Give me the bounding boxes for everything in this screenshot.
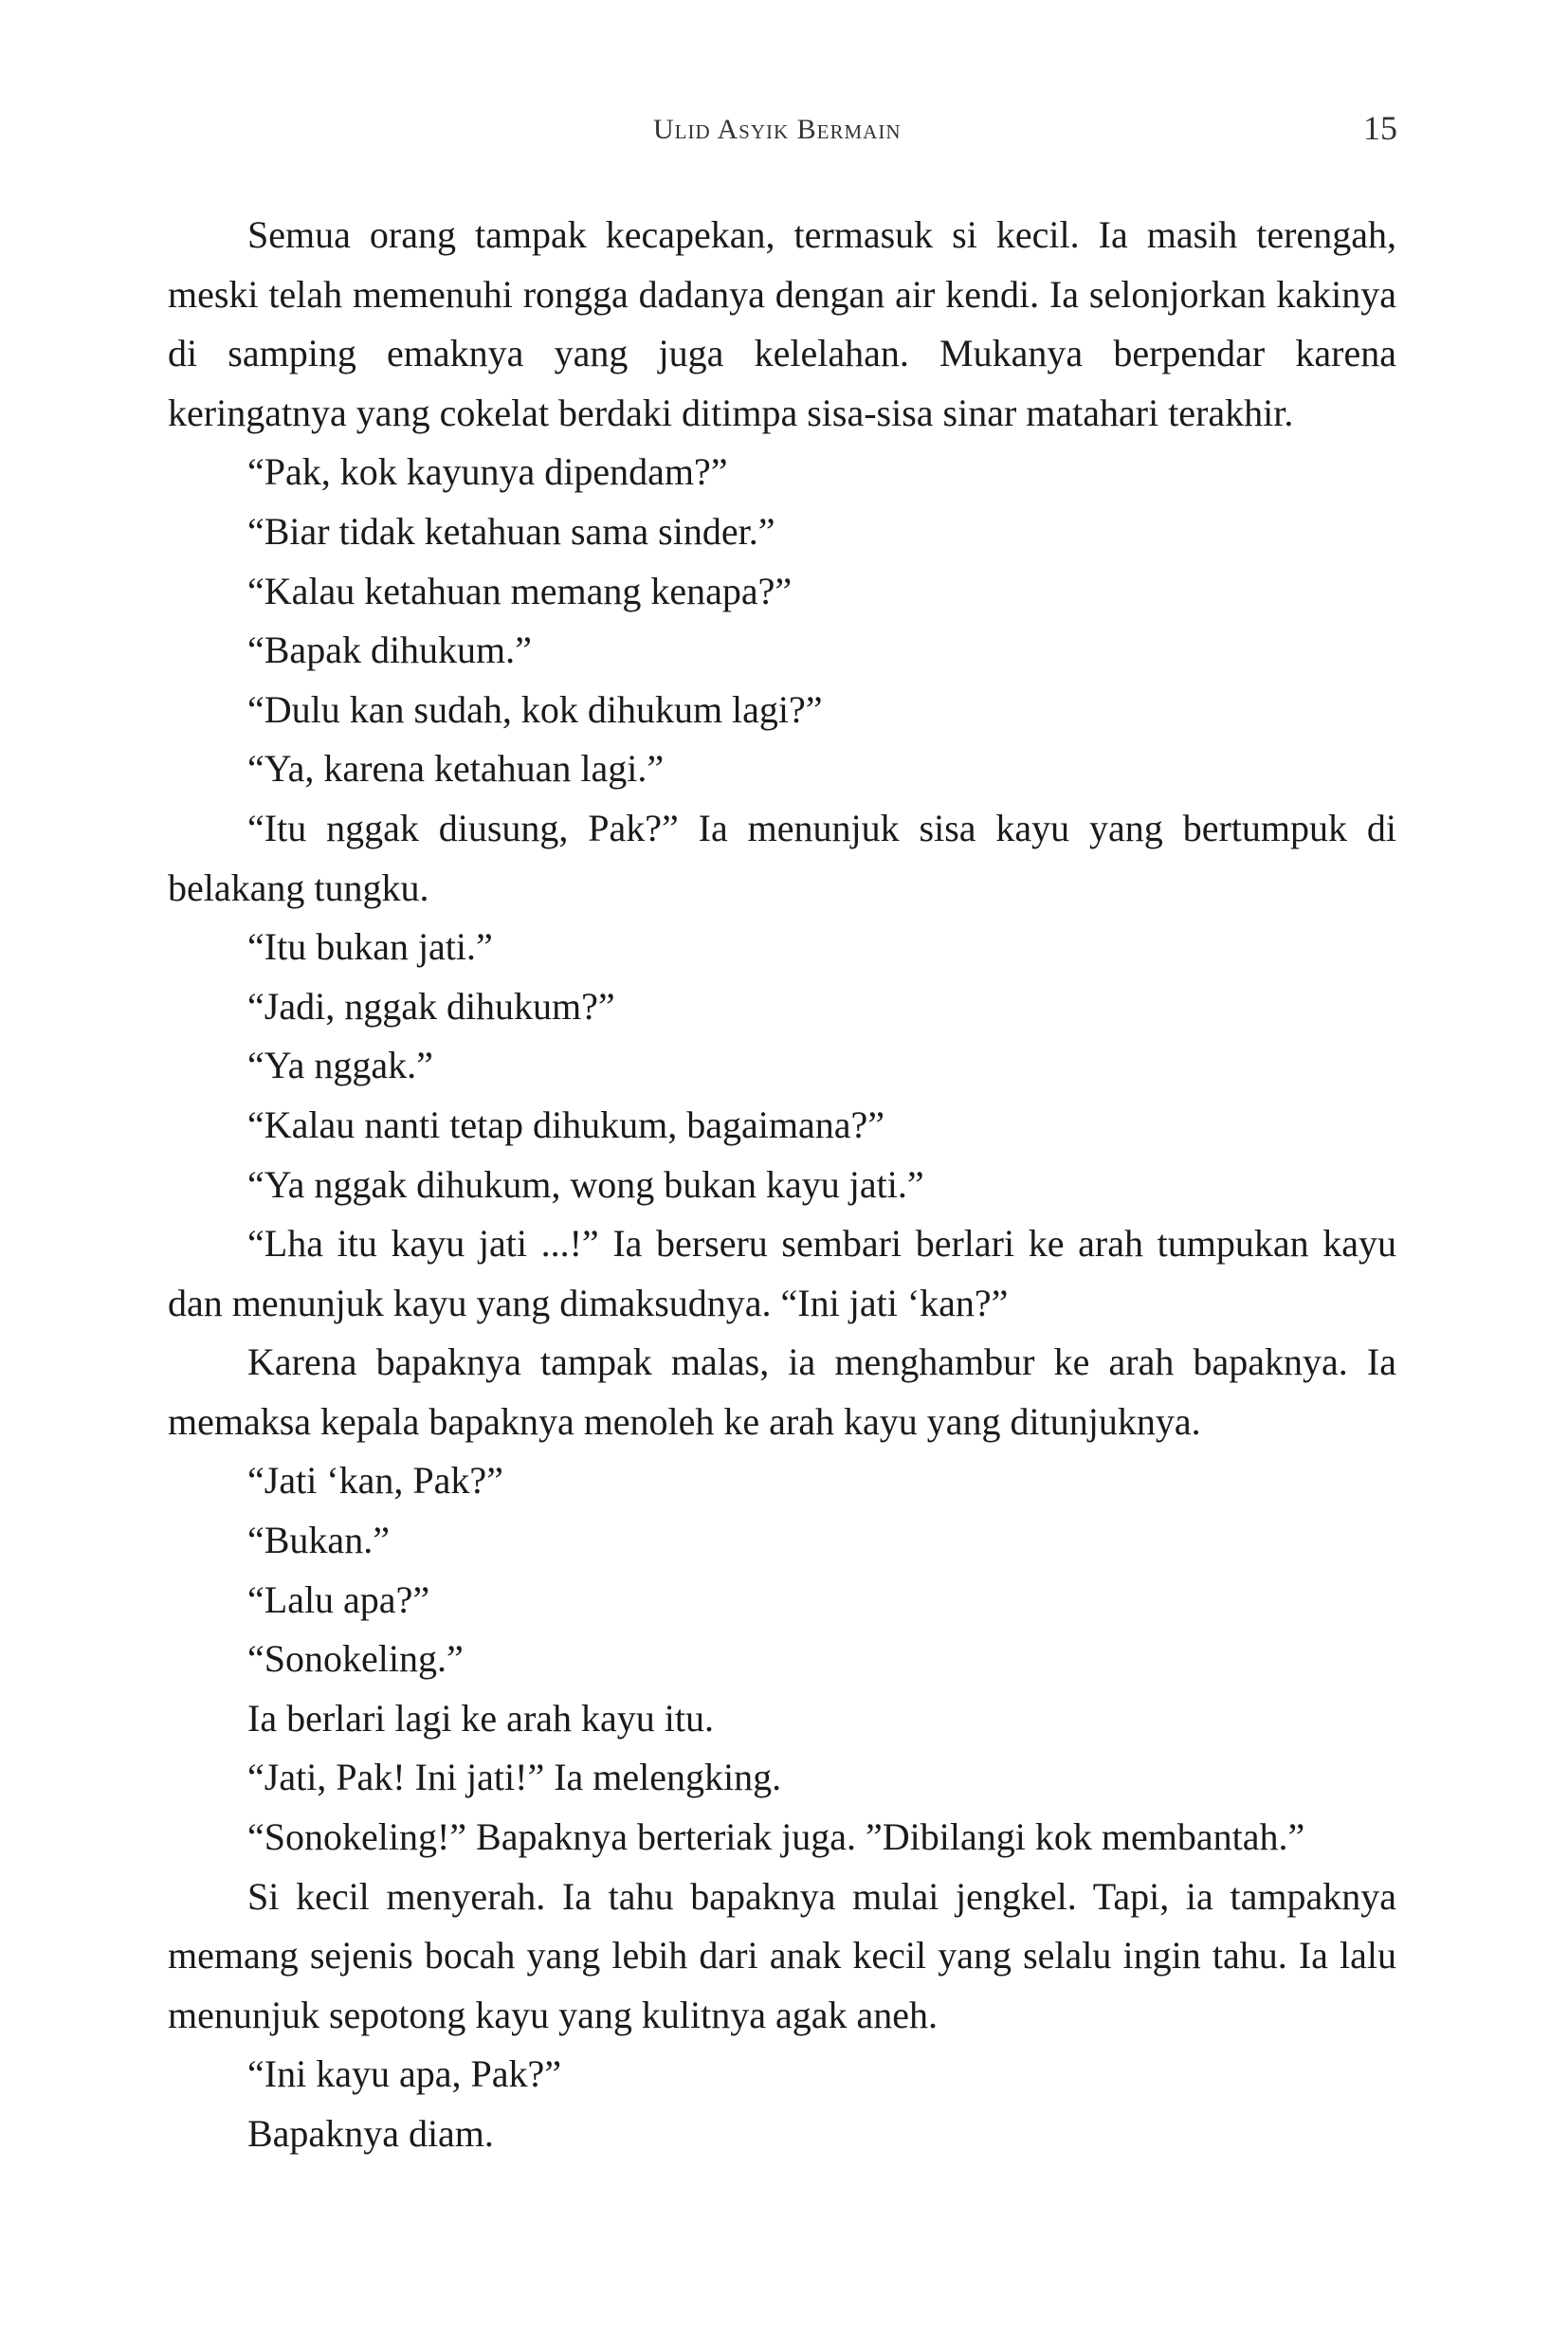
book-title: Ulid Asyik Bermain	[653, 114, 902, 145]
paragraph: “Jadi, nggak dihukum?”	[247, 984, 615, 1028]
paragraph: “Dulu kan sudah, kok dihukum lagi?”	[247, 687, 823, 731]
paragraph: “Kalau ketahuan memang kenapa?”	[247, 569, 793, 612]
paragraph: “Biar tidak ketahuan sama sinder.”	[247, 509, 775, 553]
paragraph: “Ya, karena ketahuan lagi.”	[247, 747, 665, 791]
running-head	[0, 108, 1568, 155]
paragraph: Bapaknya diam.	[247, 2112, 494, 2155]
paragraph: Semua orang tampak kecapekan, termasuk si kecil. Ia masih terengah, meski telah memenuhi rongga dadanya dengan air kendi. Ia selonjorkan kakinya di samping emaknya yang juga kelelahan. Mukanya berpendar karena keringatnya yang cokelat berdaki ditimpa sisa-sisa sinar matahari terakhir.	[168, 213, 1396, 434]
paragraph: Si kecil menyerah. Ia tahu bapaknya mulai jengkel. Tapi, ia tampaknya memang sejenis bocah yang lebih dari anak kecil yang selalu ingin tahu. Ia lalu menunjuk sepotong kayu yang kulitnya agak aneh.	[168, 1874, 1396, 2036]
paragraph: “Sonokeling.”	[247, 1637, 464, 1681]
paragraph: “Ya nggak dihukum, wong bukan kayu jati.”	[247, 1162, 924, 1206]
page-number: 15	[1363, 109, 1397, 147]
paragraph: “Sonokeling!” Bapaknya berteriak juga. ”Dibilangi kok membantah.”	[247, 1815, 1305, 1859]
paragraph: “Ya nggak.”	[247, 1044, 433, 1087]
paragraph: “Itu nggak diusung, Pak?” Ia menunjuk sisa kayu yang bertumpuk di belakang tungku.	[168, 806, 1396, 909]
paragraph: “Itu bukan jati.”	[247, 925, 493, 969]
paragraph: “Lha itu kayu jati ...!” Ia berseru sembari berlari ke arah tumpukan kayu dan menunjuk kayu yang dimaksudnya. “Ini jati ‘kan?”	[168, 1222, 1396, 1324]
paragraph: Karena bapaknya tampak malas, ia menghambur ke arah bapaknya. Ia memaksa kepala bapaknya menoleh ke arah kayu yang ditunjuknya.	[168, 1340, 1396, 1443]
body-text	[168, 206, 1396, 2164]
paragraph: “Jati, Pak! Ini jati!” Ia melengking.	[247, 1756, 782, 1799]
paragraph: “Lalu apa?”	[247, 1577, 430, 1621]
paragraph: “Kalau nanti tetap dihukum, bagaimana?”	[247, 1103, 884, 1146]
paragraph: “Jati ‘kan, Pak?”	[247, 1459, 503, 1503]
paragraph: Ia berlari lagi ke arah kayu itu.	[247, 1696, 714, 1740]
paragraph: “Ini kayu apa, Pak?”	[247, 2052, 561, 2096]
paragraph: “Bukan.”	[247, 1519, 390, 1562]
paragraph: “Bapak dihukum.”	[247, 629, 532, 672]
paragraph: “Pak, kok kayunya dipendam?”	[247, 450, 728, 494]
